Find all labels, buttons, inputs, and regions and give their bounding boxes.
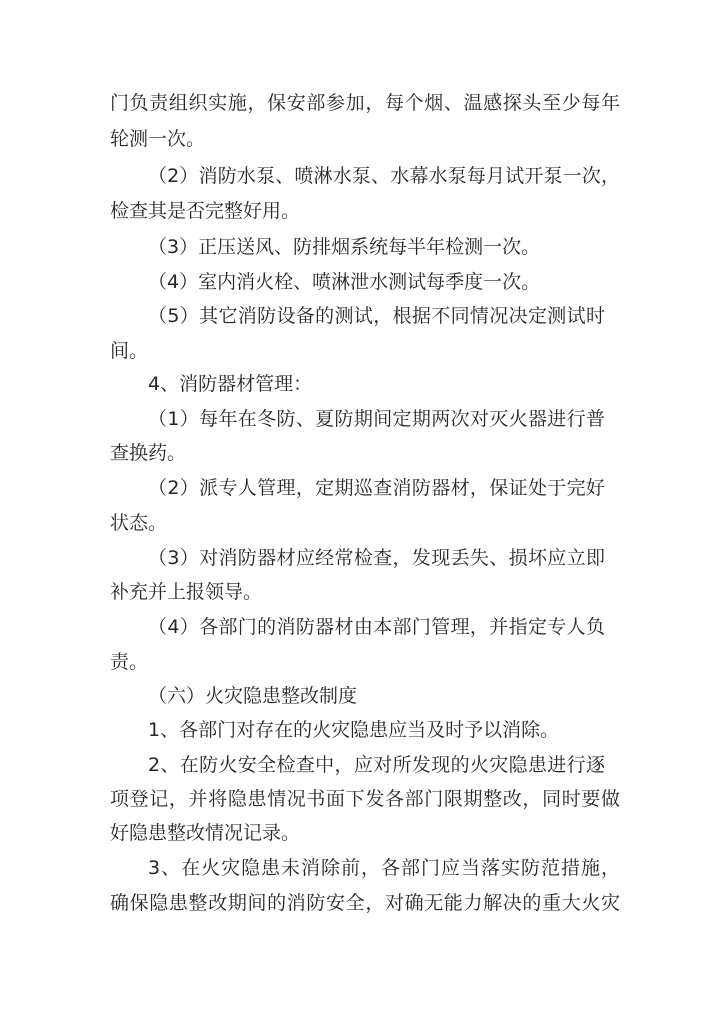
- section-heading: （六）火灾隐患整改制度: [148, 685, 358, 707]
- text-line: 1、各部门对存在的火灾隐患应当及时予以消除。: [148, 719, 560, 741]
- text-line: 门负责组织实施，保安部参加，每个烟、温感探头至少每年: [110, 92, 620, 114]
- text-line: 确保隐患整改期间的消防安全，对确无能力解决的重大火灾: [110, 892, 620, 914]
- text-line: 轮测一次。: [110, 128, 206, 150]
- text-line: 检查其是否完整好用。: [110, 200, 301, 222]
- text-line: 查换药。: [110, 442, 187, 464]
- section-heading: 4、消防器材管理：: [148, 373, 313, 395]
- text-line: 责。: [110, 651, 149, 673]
- text-line: （1）每年在冬防、夏防期间定期两次对灭火器进行普: [148, 408, 605, 430]
- text-line: （2）消防水泵、喷淋水泵、水幕水泵每月试开泵一次，: [148, 165, 620, 187]
- text-line: 好隐患整改情况记录。: [110, 822, 301, 844]
- text-line: （2）派专人管理，定期巡查消防器材，保证处于完好: [148, 477, 605, 499]
- text-line: 间。: [110, 340, 149, 362]
- text-line: 状态。: [110, 512, 168, 534]
- text-line: 项登记，并将隐患情况书面下发各部门限期整改，同时要做: [110, 788, 620, 810]
- text-line: （3）正压送风、防排烟系统每半年检测一次。: [148, 236, 541, 258]
- text-line: 2、在防火安全检查中，应对所发现的火灾隐患进行逐: [148, 754, 605, 776]
- text-line: 3、在火灾隐患未消除前，各部门应当落实防范措施，: [148, 857, 620, 879]
- text-line: （4）各部门的消防器材由本部门管理，并指定专人负: [148, 616, 605, 638]
- text-line: （5）其它消防设备的测试，根据不同情况决定测试时: [148, 305, 605, 327]
- text-line: （3）对消防器材应经常检查，发现丢失、损坏应立即: [148, 547, 605, 569]
- text-line: （4）室内消火栓、喷淋泄水测试每季度一次。: [148, 271, 541, 293]
- text-line: 补充并上报领导。: [110, 581, 263, 603]
